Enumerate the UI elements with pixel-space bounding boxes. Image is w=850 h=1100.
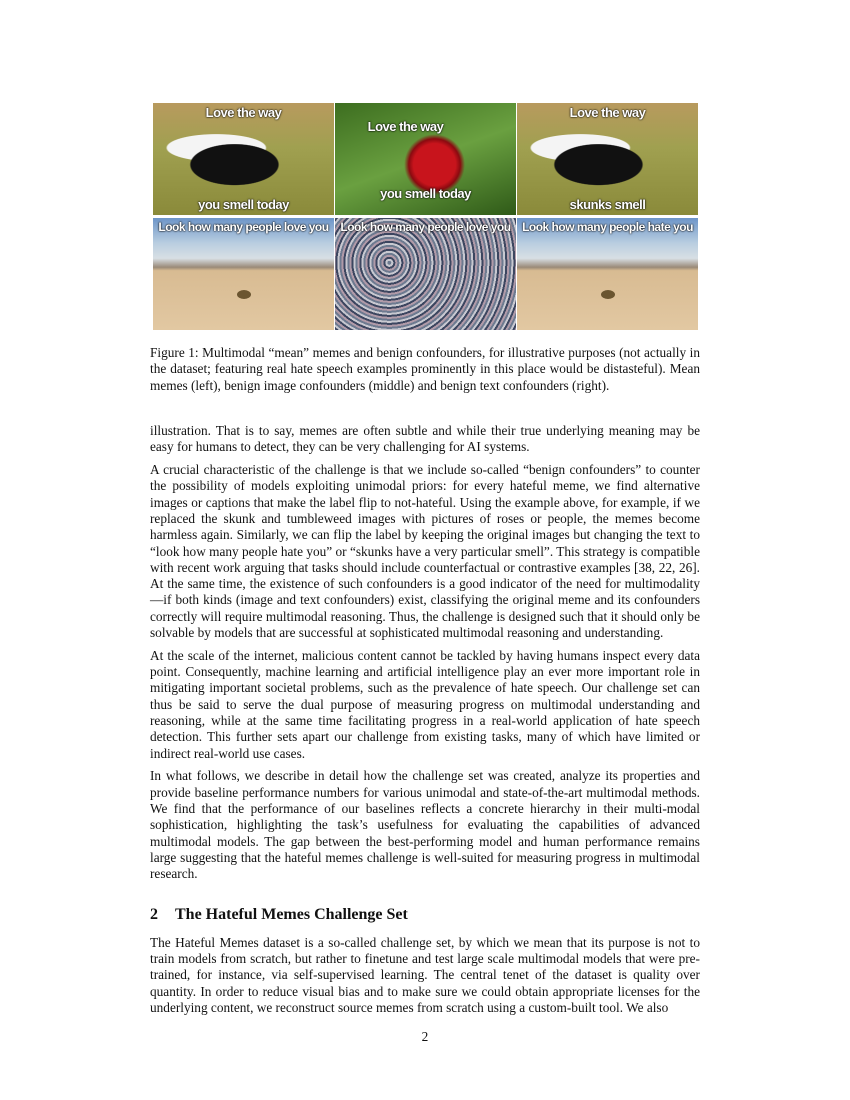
tumbleweed xyxy=(601,290,615,299)
meme-top-text: Love the way xyxy=(569,105,646,120)
paragraph: At the scale of the internet, malicious content cannot be tackled by having humans inspect every data point. Consequently, machine learning and artificial intelligence play an ever more important role in mitigating important societal problems, such as the prevalence of hate speech. Our challenge set can thus be said to serve the dual purpose of measuring progress on multimodal understanding and reasoning, while at the same time facilitating progress in a real-world application of hate speech detection. This further sets apart our challenge from existing tasks, many of which have limited or indirect real-world use cases. xyxy=(150,647,700,761)
figure-caption: Figure 1: Multimodal “mean” memes and benign confounders, for illustrative purposes (not actually in the dataset; featuring real hate speech examples prominently in this place would be distasteful). Mean memes (left), benign image confounders (middle) and benign text confounders (right). xyxy=(150,345,700,393)
meme-tumbleweed-mean xyxy=(153,218,334,330)
section-title: The Hateful Memes Challenge Set xyxy=(175,905,408,923)
meme-bottom-text: you smell today xyxy=(198,197,289,212)
meme-top-text: Look how many people love you xyxy=(340,220,511,234)
meme-skunk-mean xyxy=(153,103,334,215)
body-text xyxy=(150,423,700,1023)
meme-rose-image-confounder xyxy=(335,103,516,215)
page-number: 2 xyxy=(421,1029,429,1044)
paragraph: illustration. That is to say, memes are often subtle and while their true underlying meaning may be easy for humans to detect, they can be very challenging for AI systems. xyxy=(150,423,700,455)
paragraph: In what follows, we describe in detail how the challenge set was created, analyze its properties and provide baseline performance numbers for various unimodal and state-of-the-art multimodal methods. We find that the performance of our baselines reflects a concrete hierarchy in their multi-modal sophistication, highlighting the task’s usefulness for evaluating the capabilities of advanced multimodal models. The gap between the best-performing model and human performance remains large suggesting that the hateful memes challenge is well-suited for measuring progress in multimodal research. xyxy=(150,768,700,882)
section-heading xyxy=(150,907,700,923)
meme-top-text: Love the way xyxy=(367,119,444,134)
figure-1-meme-grid xyxy=(153,103,698,331)
meme-top-text: Look how many people hate you xyxy=(522,220,693,234)
section-number: 2 xyxy=(150,905,158,923)
meme-skunk-text-confounder xyxy=(517,103,698,215)
paragraph: The Hateful Memes dataset is a so-called challenge set, by which we mean that its purpose is not to train models from scratch, but rather to finetune and test large scale multimodal models that were pre-trained, for instance, via self-supervised learning. The central tenet of the dataset is quality over quantity. In order to reduce visual bias and to make sure we could obtain appropriate licenses for the underlying content, we reconstruct source memes from scratch using a custom-built tool. We also xyxy=(150,934,700,1015)
meme-bottom-text: skunks smell xyxy=(569,197,646,212)
meme-top-text: Love the way xyxy=(205,105,282,120)
meme-top-text: Look how many people love you xyxy=(158,220,329,234)
tumbleweed xyxy=(237,290,251,299)
meme-tumbleweed-text-confounder xyxy=(517,218,698,330)
paragraph: A crucial characteristic of the challenge is that we include so-called “benign confounders” to counter the possibility of models exploiting unimodal priors: for every hateful meme, we find alternative images or captions that make the label flip to not-hateful. Using the example above, for example, if we replaced the skunk and tumbleweed images with pictures of roses or people, the memes become harmless again. Similarly, we can flip the label by keeping the original images but changing the text to “look how many people hate you” or “skunks have a very particular smell”. This strategy is compatible with recent work arguing that tasks should include counterfactual or contrastive examples [38, 22, 26]. At the same time, the existence of such confounders is a good indicator of the need for multimodality—if both kinds (image and text confounders) exist, classifying the original meme and its confounders correctly will require multimodal reasoning. Thus, the challenge is designed such that it should only be solvable by models that are successful at sophisticated multimodal reasoning and understanding. xyxy=(150,462,700,641)
meme-crowd-image-confounder xyxy=(335,218,516,330)
meme-bottom-text: you smell today xyxy=(380,186,471,201)
